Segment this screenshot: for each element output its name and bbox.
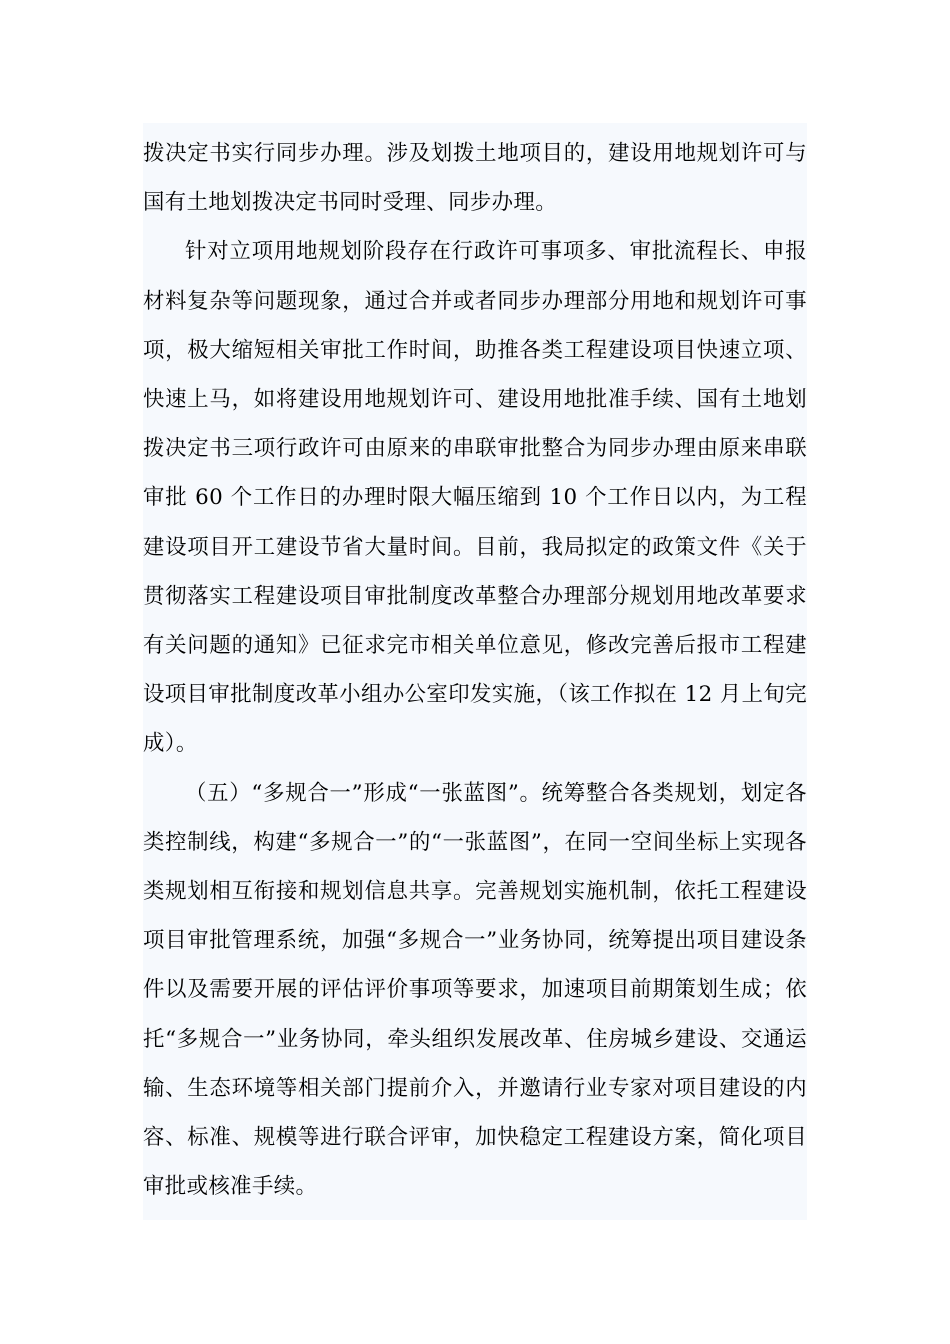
paragraph-1: 拨决定书实行同步办理。涉及划拨土地项目的，建设用地规划许可与国有土地划拨决定书同时受理、同步办理。 xyxy=(143,141,807,216)
paragraph-3: （五）“多规合一”形成“一张蓝图”。统筹整合各类规划，划定各类控制线，构建“多规合一”的“一张蓝图”，在同一空间坐标上实现各类规划相互衔接和规划信息共享。完善规划实施机制，依托工程建设项目审批管理系统，加强“多规合一”业务协同，统筹提出项目建设条件以及需要开展的评估评价事项等要求，加速项目前期策划生成；依托“多规合一”业务协同，牵头组织发展改革、住房城乡建设、交通运输、生态环境等相关部门提前介入，并邀请行业专家对项目建设的内容、标准、规模等进行联合评审，加快稳定工程建设方案，简化项目审批或核准手续。 xyxy=(143,780,807,1200)
document-text-block xyxy=(143,123,807,1220)
paragraph-2: 针对立项用地规划阶段存在行政许可事项多、审批流程长、申报材料复杂等问题现象，通过合并或者同步办理部分用地和规划许可事项，极大缩短相关审批工作时间，助推各类工程建设项目快速立项、快速上马，如将建设用地规划许可、建设用地批准手续、国有土地划拨决定书三项行政许可由原来的串联审批整合为同步办理由原来串联审批 60 个工作日的办理时限大幅压缩到 10 个工作日以内，为工程建设项目开工建设节省大量时间。目前，我局拟定的政策文件《关于贯彻落实工程建设项目审批制度改革整合办理部分规划用地改革要求有关问题的通知》已征求完市相关单位意见，修改完善后报市工程建设项目审批制度改革小组办公室印发实施，（该工作拟在 12 月上旬完成）。 xyxy=(143,239,807,757)
